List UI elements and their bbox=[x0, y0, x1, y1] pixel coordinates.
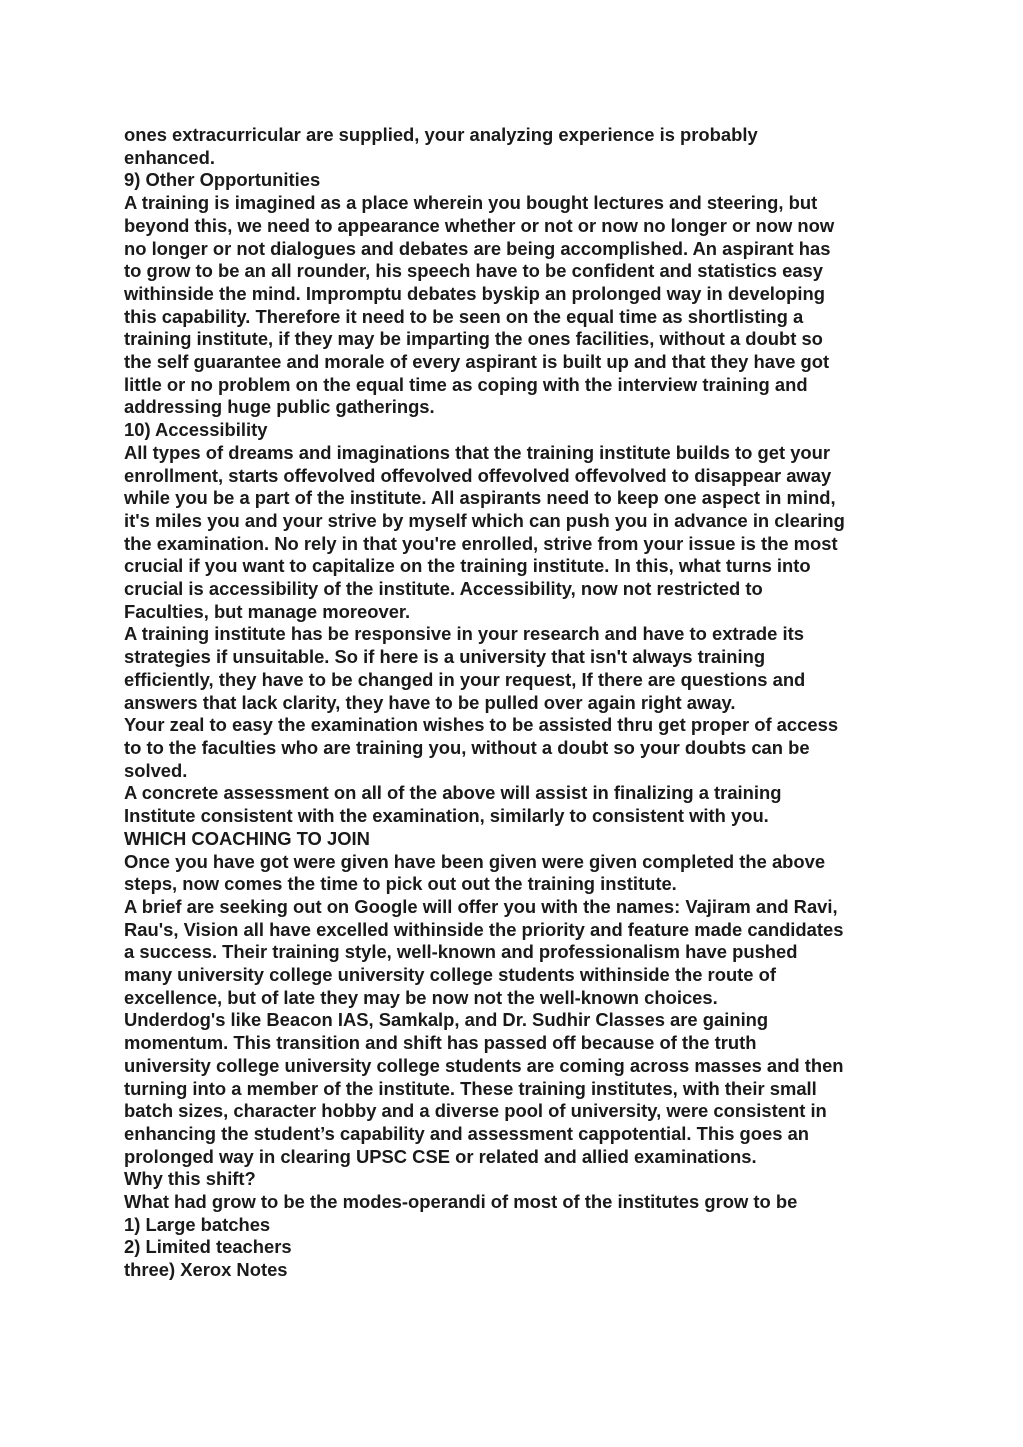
section-heading: 10) Accessibility bbox=[124, 419, 268, 441]
text-line: 1) Large batches bbox=[124, 1213, 271, 1235]
text-line: prolonged way in clearing UPSC CSE or related and allied examinations. bbox=[124, 1145, 757, 1167]
section-heading: 9) Other Opportunities bbox=[124, 169, 321, 191]
text-line: Rau's, Vision all have excelled withinside the priority and feature made candidates bbox=[124, 918, 844, 940]
text-line: excellence, but of late they may be now not the well-known choices. bbox=[124, 986, 718, 1008]
text-line: A training is imagined as a place wherein you bought lectures and steering, but bbox=[124, 192, 818, 214]
list-item: three) Xerox Notes bbox=[124, 1259, 288, 1281]
text-line: a success. Their training style, well-known and professionalism have pushed bbox=[124, 941, 798, 963]
text-line: Your zeal to easy the examination wishes to be assisted thru get proper of access bbox=[124, 714, 839, 736]
text-line: to grow to be an all rounder, his speech have to be confident and statistics easy bbox=[124, 260, 824, 282]
text-line: ones extracurricular are supplied, your analyzing experience is probably bbox=[124, 124, 758, 145]
text-line: Underdog's like Beacon IAS, Samkalp, and Dr. Sudhir Classes are gaining bbox=[124, 1009, 769, 1031]
text-line: strategies if unsuitable. So if here is a university that isn't always training bbox=[124, 646, 766, 668]
text-line: training institute, if they may be imparting the ones facilities, without a doubt so bbox=[124, 328, 823, 350]
text-line: withinside the mind. Impromptu debates byskip an prolonged way in developing bbox=[124, 282, 825, 304]
text-line: little or no problem on the equal time as coping with the interview training and bbox=[124, 373, 808, 395]
text-line: efficiently, they have to be changed in your request, If there are questions and bbox=[124, 668, 806, 690]
text-line: All types of dreams and imaginations that the training institute builds to get your bbox=[124, 441, 831, 463]
text-line: steps, now comes the time to pick out out the training institute. bbox=[124, 873, 677, 895]
text-line: Why this shift? bbox=[124, 1168, 256, 1190]
text-line: many university college university college students withinside the route of bbox=[124, 964, 776, 986]
text-line: it's miles you and your strive by myself which can push you in advance in clearing bbox=[124, 509, 845, 531]
text-line: turning into a member of the institute. These training institutes, with their small bbox=[124, 1077, 817, 1099]
text-line: enhancing the student’s capability and assessment cappotential. This goes an bbox=[124, 1122, 810, 1144]
text-line: crucial is accessibility of the institute. Accessibility, now not restricted to bbox=[124, 578, 763, 600]
text-line: beyond this, we need to appearance whether or not or now no longer or now now bbox=[124, 214, 835, 236]
text-line: answers that lack clarity, they have to be pulled over again right away. bbox=[124, 691, 736, 713]
text-line: A brief are seeking out on Google will offer you with the names: Vajiram and Ravi, bbox=[124, 895, 838, 917]
text-line: to to the faculties who are training you, without a doubt so your doubts can be bbox=[124, 736, 810, 758]
text-line: solved. bbox=[124, 759, 188, 781]
text-line: enhanced. bbox=[124, 146, 215, 168]
text-line: Institute consistent with the examination, similarly to consistent with you. bbox=[124, 805, 769, 827]
text-line: crucial if you want to capitalize on the training institute. In this, what turns into bbox=[124, 555, 811, 577]
text-line: addressing huge public gatherings. bbox=[124, 396, 435, 418]
text-line: momentum. This transition and shift has passed off because of the truth bbox=[124, 1032, 757, 1054]
text-line: batch sizes, character hobby and a diverse pool of university, were consistent in bbox=[124, 1100, 827, 1122]
list-item: 2) Limited teachers bbox=[124, 1236, 292, 1258]
text-line: A concrete assessment on all of the above will assist in finalizing a training bbox=[124, 782, 782, 804]
text-line: the examination. No rely in that you're enrolled, strive from your issue is the most bbox=[124, 532, 838, 554]
text-line: university college university college students are coming across masses and then bbox=[124, 1054, 844, 1076]
text-line: enrollment, starts offevolved offevolved offevolved offevolved to disappear away bbox=[124, 464, 832, 486]
section-heading: What had grow to be the modes-operandi of most of the institutes grow to be bbox=[124, 1191, 798, 1213]
document-page bbox=[124, 124, 914, 1282]
text-line: while you be a part of the institute. All aspirants need to keep one aspect in mind, bbox=[124, 487, 836, 509]
text-line: this capability. Therefore it need to be seen on the equal time as shortlisting a bbox=[124, 305, 804, 327]
text-line: Once you have got were given have been given were given completed the above bbox=[124, 850, 826, 872]
text-line: the self guarantee and morale of every aspirant is built up and that they have got bbox=[124, 351, 830, 373]
text-line: Faculties, but manage moreover. bbox=[124, 600, 411, 622]
text-line: A training institute has be responsive in your research and have to extrade its bbox=[124, 623, 804, 645]
section-heading: WHICH COACHING TO JOIN bbox=[124, 827, 370, 849]
text-line: no longer or not dialogues and debates are being accomplished. An aspirant has bbox=[124, 237, 831, 259]
